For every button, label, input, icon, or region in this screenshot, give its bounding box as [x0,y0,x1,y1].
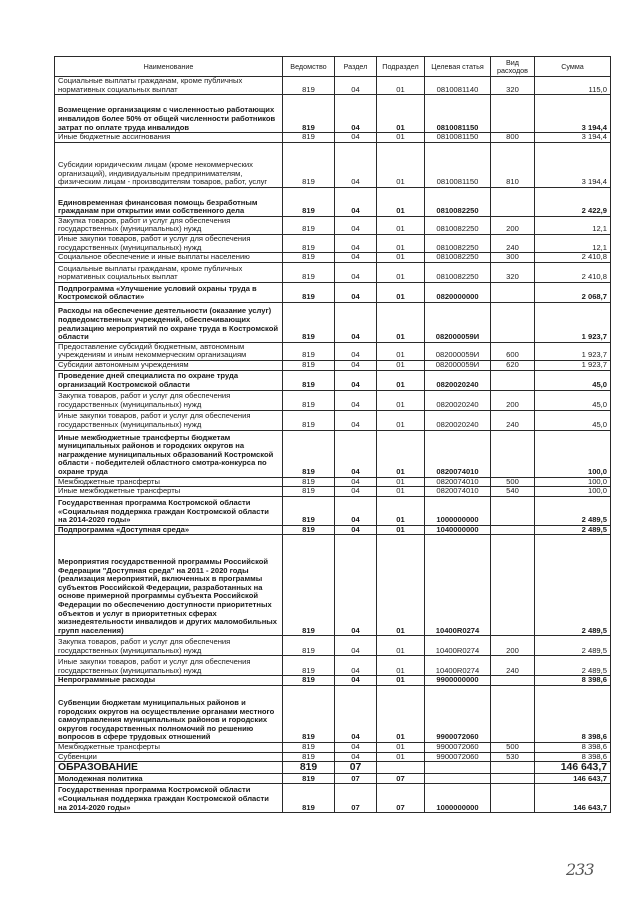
row-sum-cell: 1 923,7 [535,302,611,342]
row-sum-cell: 3 194,4 [535,133,611,143]
row-target-article-cell: 10400R0274 [425,535,491,636]
row-department-cell: 819 [283,77,335,95]
row-subsection-cell: 01 [377,477,425,487]
table-row [55,133,611,143]
row-subsection-cell: 07 [377,774,425,784]
row-sum-cell: 2 489,5 [535,656,611,676]
row-expense-kind-cell [491,676,535,686]
row-sum-cell: 8 398,6 [535,752,611,762]
table-row [55,370,611,390]
row-subsection-cell: 01 [377,234,425,252]
row-subsection-cell: 07 [377,784,425,813]
row-section-cell: 04 [335,390,377,410]
row-department-cell: 819 [283,774,335,784]
row-department-cell: 819 [283,676,335,686]
row-expense-kind-cell: 540 [491,487,535,497]
row-section-cell: 07 [335,762,377,774]
row-sum-cell: 8 398,6 [535,685,611,742]
row-target-article-cell: 0810082250 [425,216,491,234]
row-department-cell: 819 [283,95,335,133]
row-section-cell: 04 [335,342,377,360]
row-department-cell: 819 [283,302,335,342]
row-section-cell: 04 [335,370,377,390]
row-department-cell: 819 [283,370,335,390]
row-name-cell: Закупка товаров, работ и услуг для обеспечения государственных (муниципальных) нужд [55,636,283,656]
table-row [55,142,611,187]
row-subsection-cell: 01 [377,496,425,525]
row-sum-cell: 12,1 [535,234,611,252]
table-row [55,535,611,636]
row-subsection-cell: 01 [377,636,425,656]
row-expense-kind-cell: 500 [491,477,535,487]
row-section-cell: 04 [335,752,377,762]
row-target-article-cell: 0820074010 [425,430,491,477]
table-row [55,656,611,676]
row-department-cell: 819 [283,752,335,762]
row-sum-cell: 45,0 [535,390,611,410]
row-department-cell: 819 [283,636,335,656]
row-section-cell: 04 [335,535,377,636]
row-target-article-cell: 0820020240 [425,390,491,410]
table-body [55,77,611,813]
row-name-cell: Социальные выплаты гражданам, кроме публичных нормативных социальных выплат [55,262,283,282]
table-row [55,496,611,525]
row-expense-kind-cell: 810 [491,142,535,187]
row-expense-kind-cell: 320 [491,262,535,282]
row-expense-kind-cell [491,685,535,742]
row-section-cell: 07 [335,784,377,813]
table-row [55,685,611,742]
row-name-cell: Единовременная финансовая помощь безработным гражданам при открытии ими собственного дела [55,187,283,216]
row-subsection-cell: 01 [377,430,425,477]
row-department-cell: 819 [283,496,335,525]
row-name-cell: Иные межбюджетные трансферты бюджетам муниципальных районов и городских округов на награждение муниципальных образований Костромской области - победителей областного смотра-конкурса по охране труда [55,430,283,477]
row-department-cell: 819 [283,487,335,497]
row-name-cell: Возмещение организациям с численностью работающих инвалидов более 50% от общей численности работников затрат по оплате труда инвалидов [55,95,283,133]
row-sum-cell: 2 489,5 [535,525,611,535]
row-department-cell: 819 [283,742,335,752]
row-sum-cell: 12,1 [535,216,611,234]
row-section-cell: 04 [335,676,377,686]
row-target-article-cell: 1000000000 [425,496,491,525]
table-row [55,234,611,252]
row-name-cell: Иные межбюджетные трансферты [55,487,283,497]
row-sum-cell: 100,0 [535,430,611,477]
row-subsection-cell [377,762,425,774]
row-department-cell: 819 [283,525,335,535]
row-target-article-cell: 082000059И [425,302,491,342]
table-row [55,636,611,656]
row-name-cell: Субвенции бюджетам муниципальных районов и городских округов на осуществление органами местного самоуправления муниципальных районов и городских округов государственных полномочий по решению вопросов в сфере трудовых отношений [55,685,283,742]
row-target-article-cell: 0820074010 [425,487,491,497]
row-expense-kind-cell: 240 [491,410,535,430]
row-name-cell: Иные закупки товаров, работ и услуг для обеспечения государственных (муниципальных) нужд [55,410,283,430]
row-subsection-cell: 01 [377,535,425,636]
row-expense-kind-cell [491,762,535,774]
table-row [55,282,611,302]
row-target-article-cell: 0820000000 [425,282,491,302]
row-subsection-cell: 01 [377,187,425,216]
row-subsection-cell: 01 [377,360,425,370]
row-sum-cell: 146 643,7 [535,762,611,774]
row-target-article-cell: 082000059И [425,342,491,360]
row-expense-kind-cell: 600 [491,342,535,360]
row-department-cell: 819 [283,360,335,370]
row-department-cell: 819 [283,390,335,410]
row-name-cell: Иные бюджетные ассигнования [55,133,283,143]
row-expense-kind-cell [491,525,535,535]
row-expense-kind-cell [491,535,535,636]
row-department-cell: 819 [283,477,335,487]
row-section-cell: 04 [335,262,377,282]
row-department-cell: 819 [283,253,335,263]
row-section-cell: 04 [335,77,377,95]
row-section-cell: 04 [335,187,377,216]
row-sum-cell: 2 410,8 [535,253,611,263]
row-section-cell: 04 [335,302,377,342]
row-name-cell: Государственная программа Костромской области «Социальная поддержка граждан Костромской области на 2014-2020 годы» [55,496,283,525]
row-name-cell: Мероприятия государственной программы Российской Федерации "Доступная среда" на 2011 - 2020 годы (реализация мероприятий, включенных в программы субъектов Российской Федерации, разработанных на основе примерной программы субъекта Российской Федерации по обеспечению доступности приоритетных объектов и услуг в приоритетных сферах жизнедеятельности инвалидов и других маломобильных групп населения) [55,535,283,636]
table-row [55,216,611,234]
row-section-cell: 04 [335,133,377,143]
row-department-cell: 819 [283,282,335,302]
row-expense-kind-cell [491,784,535,813]
row-subsection-cell: 01 [377,487,425,497]
table-row [55,302,611,342]
table-row [55,430,611,477]
row-target-article-cell: 0810081140 [425,77,491,95]
row-sum-cell: 45,0 [535,410,611,430]
row-section-cell: 04 [335,282,377,302]
row-name-cell: Предоставление субсидий бюджетным, автономным учреждениям и иным некоммерческим организациям [55,342,283,360]
row-subsection-cell: 01 [377,752,425,762]
row-department-cell: 819 [283,234,335,252]
row-sum-cell: 2 410,8 [535,262,611,282]
row-subsection-cell: 01 [377,390,425,410]
row-department-cell: 819 [283,784,335,813]
row-target-article-cell: 0810081150 [425,133,491,143]
row-name-cell: Иные закупки товаров, работ и услуг для обеспечения государственных (муниципальных) нужд [55,656,283,676]
table-row [55,187,611,216]
row-department-cell: 819 [283,216,335,234]
header-department: Ведомство [283,57,335,77]
row-expense-kind-cell [491,430,535,477]
table-row [55,774,611,784]
table-row [55,262,611,282]
header-target-article: Целевая статья [425,57,491,77]
table-row [55,77,611,95]
row-target-article-cell: 0810081150 [425,142,491,187]
row-sum-cell: 146 643,7 [535,784,611,813]
row-section-cell: 04 [335,95,377,133]
row-expense-kind-cell: 320 [491,77,535,95]
row-target-article-cell [425,774,491,784]
table-row [55,390,611,410]
row-section-cell: 04 [335,360,377,370]
row-subsection-cell: 01 [377,370,425,390]
row-target-article-cell: 082000059И [425,360,491,370]
row-expense-kind-cell [491,187,535,216]
row-target-article-cell: 1040000000 [425,525,491,535]
table-row [55,784,611,813]
row-name-cell: Социальные выплаты гражданам, кроме публичных нормативных социальных выплат [55,77,283,95]
row-name-cell: Непрограммные расходы [55,676,283,686]
row-expense-kind-cell: 620 [491,360,535,370]
row-expense-kind-cell: 300 [491,253,535,263]
row-sum-cell: 2 489,5 [535,636,611,656]
row-subsection-cell: 01 [377,262,425,282]
row-sum-cell: 100,0 [535,477,611,487]
table-row [55,752,611,762]
table-row [55,253,611,263]
row-section-cell: 04 [335,742,377,752]
row-target-article-cell: 10400R0274 [425,656,491,676]
row-subsection-cell: 01 [377,410,425,430]
row-section-cell: 04 [335,636,377,656]
table-row [55,742,611,752]
row-department-cell: 819 [283,656,335,676]
row-target-article-cell: 0810082250 [425,262,491,282]
row-department-cell: 819 [283,410,335,430]
row-name-cell: Межбюджетные трансферты [55,742,283,752]
row-department-cell: 819 [283,762,335,774]
header-section: Раздел [335,57,377,77]
row-section-cell: 04 [335,216,377,234]
row-section-cell: 04 [335,487,377,497]
row-expense-kind-cell [491,302,535,342]
table-row [55,762,611,774]
row-sum-cell: 100,0 [535,487,611,497]
row-section-cell: 04 [335,234,377,252]
row-subsection-cell: 01 [377,216,425,234]
table-row [55,410,611,430]
row-target-article-cell: 9900072060 [425,742,491,752]
header-sum: Сумма [535,57,611,77]
row-sum-cell: 146 643,7 [535,774,611,784]
table-header-row [55,57,611,77]
row-target-article-cell: 0820020240 [425,370,491,390]
row-subsection-cell: 01 [377,525,425,535]
table-row [55,477,611,487]
row-target-article-cell: 9900072060 [425,752,491,762]
row-name-cell: ОБРАЗОВАНИЕ [55,762,283,774]
row-target-article-cell: 0810082250 [425,253,491,263]
row-name-cell: Подпрограмма «Доступная среда» [55,525,283,535]
row-sum-cell: 8 398,6 [535,742,611,752]
header-subsection: Подраздел [377,57,425,77]
table-row [55,525,611,535]
row-subsection-cell: 01 [377,133,425,143]
row-department-cell: 819 [283,535,335,636]
table-row [55,95,611,133]
row-department-cell: 819 [283,142,335,187]
row-name-cell: Межбюджетные трансферты [55,477,283,487]
table-row [55,360,611,370]
row-section-cell: 04 [335,685,377,742]
row-name-cell: Государственная программа Костромской области «Социальная поддержка граждан Костромской области на 2014-2020 годы» [55,784,283,813]
row-sum-cell: 8 398,6 [535,676,611,686]
row-target-article-cell: 0820020240 [425,410,491,430]
row-subsection-cell: 01 [377,142,425,187]
row-subsection-cell: 01 [377,253,425,263]
row-expense-kind-cell [491,370,535,390]
row-name-cell: Закупка товаров, работ и услуг для обеспечения государственных (муниципальных) нужд [55,216,283,234]
row-subsection-cell: 01 [377,342,425,360]
row-section-cell: 04 [335,525,377,535]
row-expense-kind-cell: 530 [491,752,535,762]
row-subsection-cell: 01 [377,742,425,752]
row-section-cell: 04 [335,253,377,263]
row-expense-kind-cell: 240 [491,656,535,676]
row-department-cell: 819 [283,262,335,282]
row-expense-kind-cell: 200 [491,216,535,234]
row-sum-cell: 2 422,9 [535,187,611,216]
row-department-cell: 819 [283,430,335,477]
row-target-article-cell: 0820074010 [425,477,491,487]
handwritten-page-number: 233 [566,860,594,879]
row-expense-kind-cell: 200 [491,636,535,656]
row-target-article-cell: 0810082250 [425,187,491,216]
row-sum-cell: 1 923,7 [535,342,611,360]
row-sum-cell: 2 489,5 [535,496,611,525]
row-name-cell: Субсидии юридическим лицам (кроме некоммерческих организаций), индивидуальным предпринимателям, физическим лицам - производителям товаров, работ, услуг [55,142,283,187]
row-department-cell: 819 [283,685,335,742]
row-department-cell: 819 [283,342,335,360]
row-department-cell: 819 [283,187,335,216]
row-sum-cell: 2 489,5 [535,535,611,636]
row-expense-kind-cell: 240 [491,234,535,252]
row-department-cell: 819 [283,133,335,143]
row-name-cell: Субсидии автономным учреждениям [55,360,283,370]
row-name-cell: Расходы на обеспечение деятельности (оказание услуг) подведомственных учреждений, обеспечивающих реализацию мероприятий по охране труда в Костромской области [55,302,283,342]
row-section-cell: 04 [335,410,377,430]
row-subsection-cell: 01 [377,95,425,133]
row-section-cell: 07 [335,774,377,784]
row-name-cell: Социальное обеспечение и иные выплаты населению [55,253,283,263]
table-row [55,487,611,497]
header-name: Наименование [55,57,283,77]
row-section-cell: 04 [335,142,377,187]
row-sum-cell: 3 194,4 [535,95,611,133]
row-subsection-cell: 01 [377,656,425,676]
row-sum-cell: 3 194,4 [535,142,611,187]
row-name-cell: Субвенции [55,752,283,762]
row-name-cell: Подпрограмма «Улучшение условий охраны труда в Костромской области» [55,282,283,302]
row-target-article-cell: 1000000000 [425,784,491,813]
row-expense-kind-cell: 500 [491,742,535,752]
budget-table [54,56,611,813]
row-sum-cell: 45,0 [535,370,611,390]
row-expense-kind-cell [491,95,535,133]
row-expense-kind-cell [491,282,535,302]
row-target-article-cell: 9900000000 [425,676,491,686]
row-sum-cell: 2 068,7 [535,282,611,302]
row-subsection-cell: 01 [377,302,425,342]
row-sum-cell: 115,0 [535,77,611,95]
header-expense-kind: Вид расходов [491,57,535,77]
row-expense-kind-cell: 200 [491,390,535,410]
row-expense-kind-cell: 800 [491,133,535,143]
row-expense-kind-cell [491,496,535,525]
row-expense-kind-cell [491,774,535,784]
row-subsection-cell: 01 [377,282,425,302]
row-section-cell: 04 [335,430,377,477]
row-target-article-cell: 0810081150 [425,95,491,133]
row-subsection-cell: 01 [377,685,425,742]
row-name-cell: Проведение дней специалиста по охране труда организаций Костромской области [55,370,283,390]
row-subsection-cell: 01 [377,676,425,686]
row-target-article-cell: 10400R0274 [425,636,491,656]
row-name-cell: Молодежная политика [55,774,283,784]
row-target-article-cell: 9900072060 [425,685,491,742]
row-name-cell: Иные закупки товаров, работ и услуг для обеспечения государственных (муниципальных) нужд [55,234,283,252]
row-section-cell: 04 [335,477,377,487]
row-sum-cell: 1 923,7 [535,360,611,370]
table-row [55,342,611,360]
table-row [55,676,611,686]
row-target-article-cell [425,762,491,774]
row-target-article-cell: 0810082250 [425,234,491,252]
row-section-cell: 04 [335,496,377,525]
row-section-cell: 04 [335,656,377,676]
row-subsection-cell: 01 [377,77,425,95]
row-name-cell: Закупка товаров, работ и услуг для обеспечения государственных (муниципальных) нужд [55,390,283,410]
